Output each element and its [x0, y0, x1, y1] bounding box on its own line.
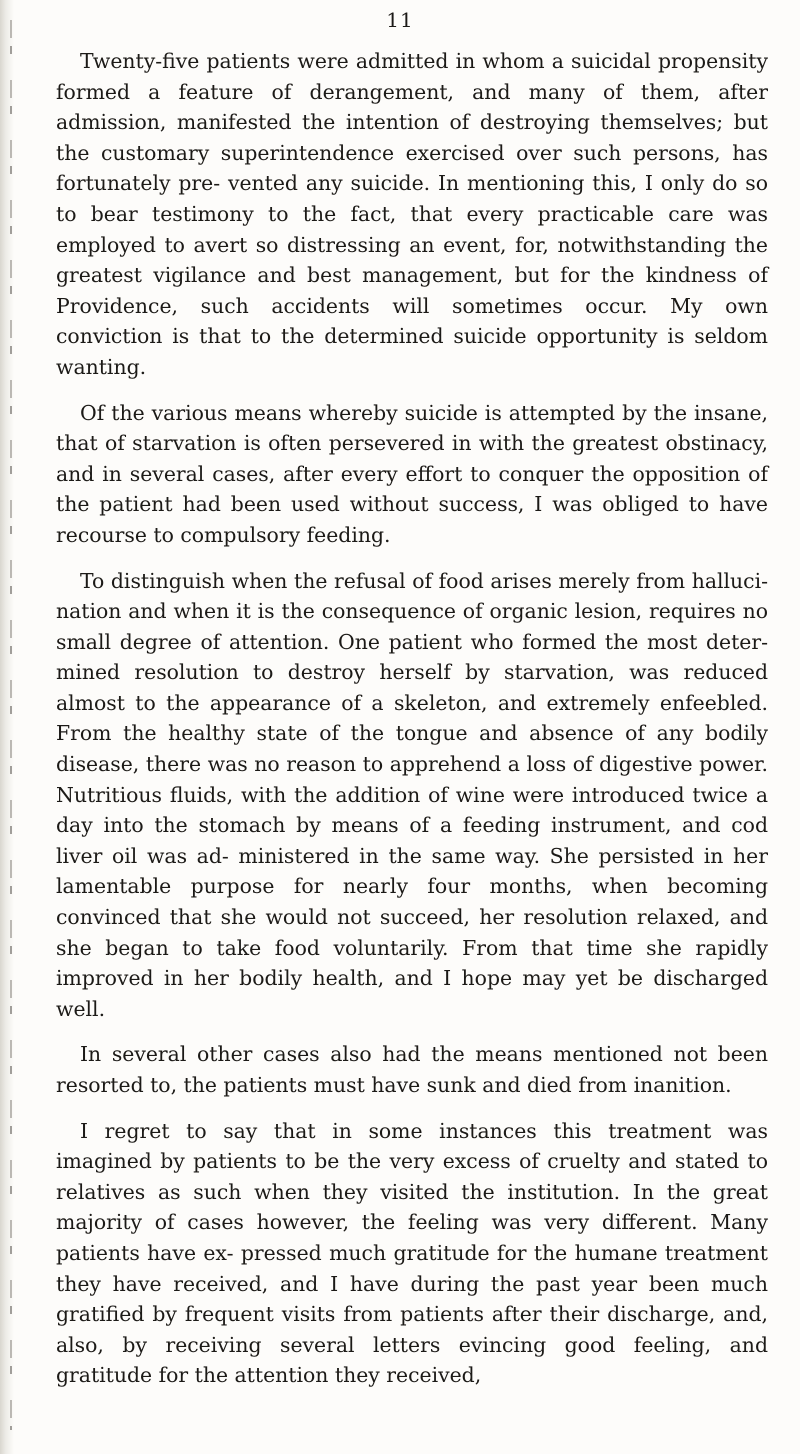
binding-margin-marks — [10, 20, 12, 1430]
body-text — [56, 46, 768, 1406]
paragraph-refusal-of-food: To distinguish when the refusal of food arises merely from halluci- nation and when it is the consequence of organic lesion, requires no small degree of attention. One patient who formed the most deter- mined resolution to destroy herself by starvation, was reduced almost to the appearance of a skeleton, and extremely enfeebled. From the healthy state of the tongue and absence of any bodily disease, there was no reason to apprehend a loss of digestive power. Nutritious fluids, with the addition of wine were introduced twice a day into the stomach by means of a feeding instrument, and cod liver oil was ad- ministered in the same way. She persisted in her lamentable purpose for nearly four months, when becoming convinced that she would not succeed, her resolution relaxed, and she began to take food voluntarily. From that time she rapidly improved in her bodily health, and I hope may yet be discharged well. — [56, 568, 768, 1021]
paragraph-suicidal-propensity: Twenty-five patients were admitted in whom a suicidal propensity formed a feature of derangement, and many of them, after admission, manifested the intention of destroying themselves; but the customary superintendence exercised over such persons, has fortunately pre- vented any suicide. In mentioning this, I only do so to bear testimony to the fact, that every practicable care was employed to avert so distressing an event, for, notwithstanding the greatest vigilance and best management, but for the kindness of Providence, such accidents will sometimes occur. My own conviction is that to the determined suicide opportunity is seldom wanting. — [56, 49, 768, 379]
paragraph-starvation: Of the various means whereby suicide is attempted by the insane, that of starvation is often persevered in with the greatest obstinacy, and in several cases, after every effort to conquer the opposition of the patient had been used without success, I was obliged to have recourse to compulsory feeding. — [56, 400, 768, 547]
paragraph-other-cases: In several other cases also had the means mentioned not been resorted to, the patients must have sunk and died from inanition. — [56, 1042, 768, 1097]
paragraph-gratitude: I regret to say that in some instances this treatment was imagined by patients to be the very excess of cruelty and stated to relatives as such when they visited the institution. In the great majority of cases however, the feeling was very different. Many patients have ex- pressed much gratitude for the humane treatment they have received, and I have during the past year been much gratified by frequent visits from patients after their discharge, and, also, by receiving several letters evincing good feeling, and gratitude for the attention they received, — [56, 1118, 768, 1388]
page-number: 11 — [386, 8, 414, 32]
